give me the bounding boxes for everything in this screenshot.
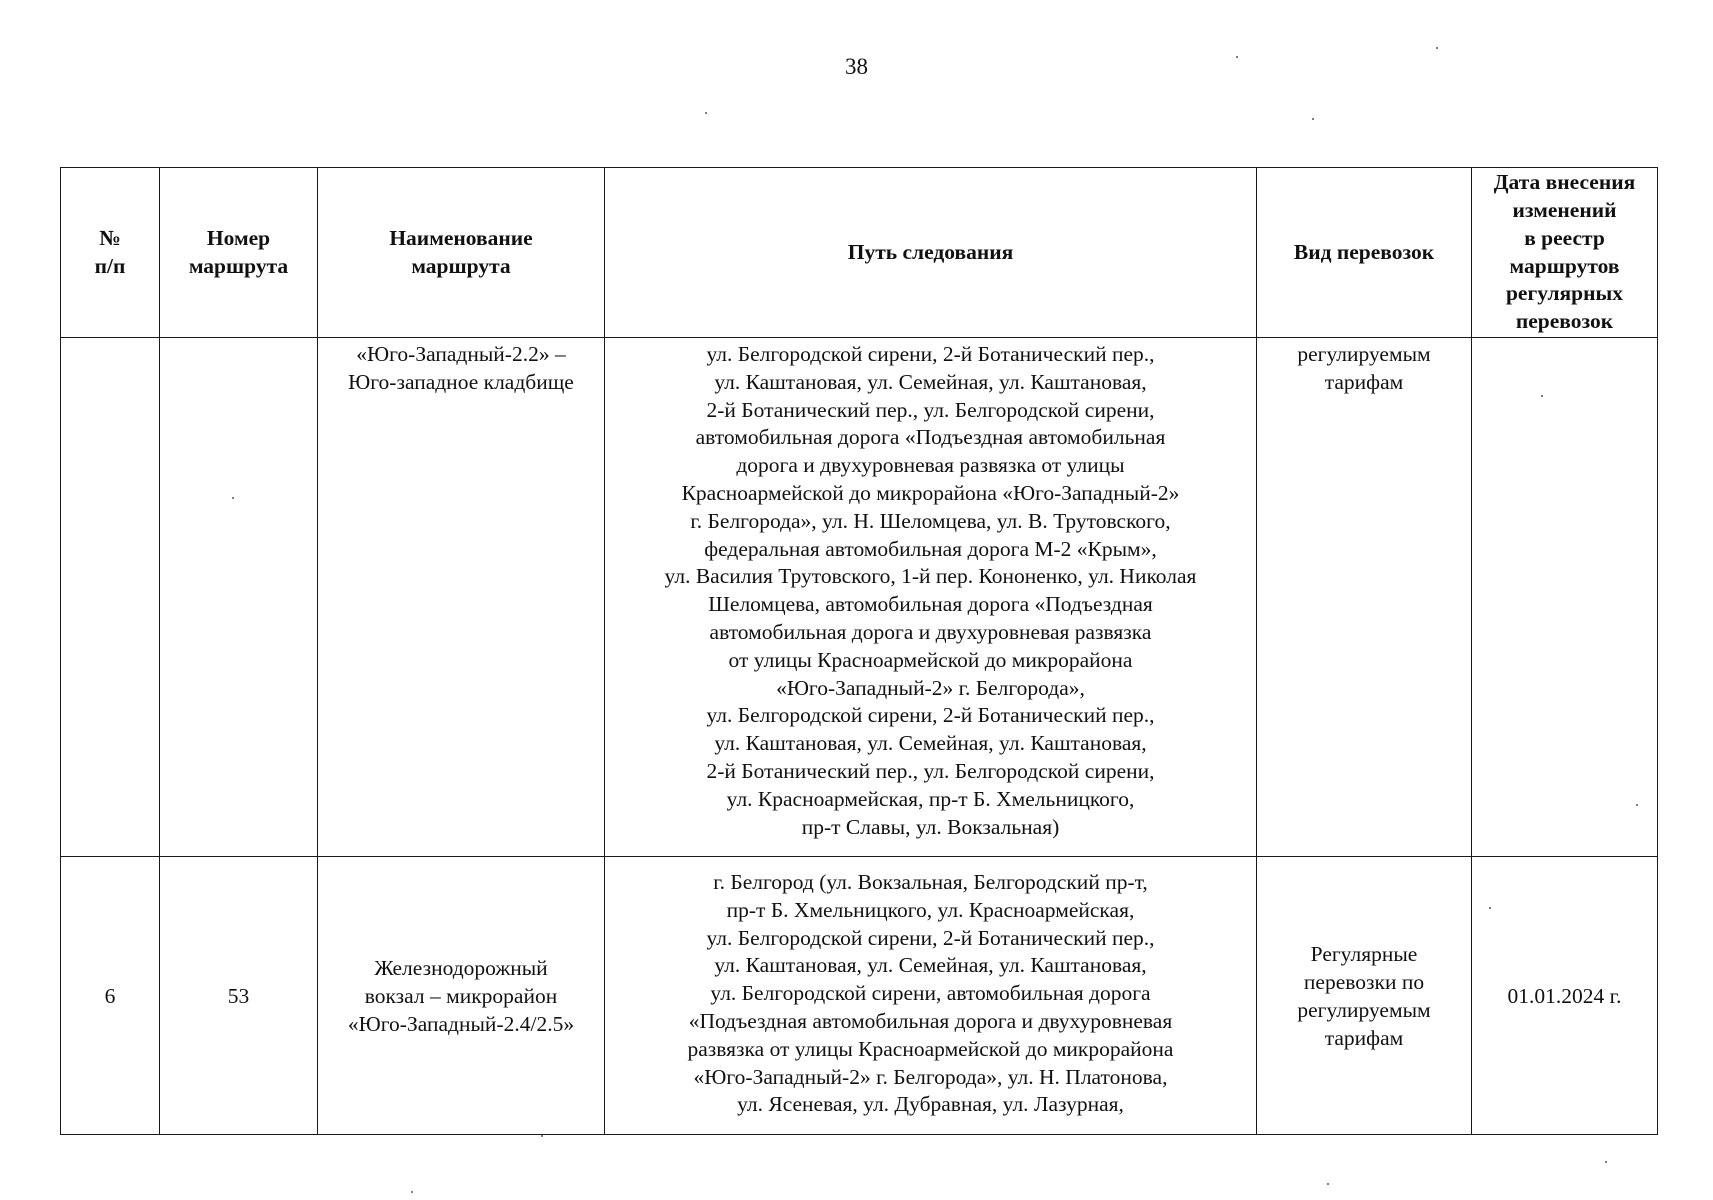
scan-speck [1312,118,1314,120]
cell-line: Юго-западное кладбище [348,369,574,394]
path-line: пр-т Б. Хмельницкого, ул. Красноармейская, [726,897,1135,922]
header-transport-type [1257,168,1472,338]
path-line: ул. Белгородской сирени, 2-й Ботанический пер., [706,703,1155,728]
scan-speck [1327,1183,1329,1185]
cell-route-name [318,338,605,857]
header-line: Вид перевозок [1293,239,1435,264]
header-line: п/п [94,253,126,278]
table-header-row [61,168,1658,338]
path-line: федеральная автомобильная дорога М-2 «Крым», [704,536,1157,561]
path-line: Шеломцева, автомобильная дорога «Подъездная [708,592,1153,617]
scan-speck [232,497,234,499]
header-line: Номер [206,225,271,250]
path-line: ул. Каштановая, ул. Семейная, ул. Каштановая, [714,953,1147,978]
scan-speck [1541,395,1543,397]
path-line: развязка от улицы Красноармейской до микрорайона [687,1036,1174,1061]
page-number: 38 [845,54,868,79]
header-num [61,168,160,338]
path-line: ул. Белгородской сирени, 2-й Ботанический пер., [706,342,1155,366]
table-row [61,338,1658,857]
path-line: автомобильная дорога и двухуровневая развязка [709,619,1152,644]
path-line: 2-й Ботанический пер., ул. Белгородской сирени, [706,397,1155,422]
cell-line: тарифам [1324,369,1404,394]
table-row [61,857,1658,1135]
scan-speck [1605,1161,1607,1163]
scan-speck [1236,56,1238,58]
cell-line: Регулярные [1310,942,1418,967]
path-line: пр-т Славы, ул. Вокзальная) [801,814,1060,839]
cell-line: Железнодорожный [374,956,548,981]
header-line: регулярных [1505,281,1624,306]
header-line: перевозок [1515,309,1614,334]
cell-transport-type [1257,338,1472,857]
path-line: «Подъездная автомобильная дорога и двухуровневая [688,1008,1173,1033]
path-line: автомобильная дорога «Подъездная автомобильная [695,425,1166,450]
header-line: изменений [1512,197,1617,222]
cell-path [605,338,1257,857]
header-line: маршрута [411,253,511,278]
scan-speck [705,112,707,114]
header-line: Дата внесения [1493,170,1636,195]
header-line: Наименование [389,225,533,250]
path-line: «Юго-Западный-2» г. Белгорода», [776,675,1085,700]
scan-speck [1636,804,1638,806]
cell-num: 6 [61,857,160,1135]
header-path [605,168,1257,338]
cell-date-changed: 01.01.2024 г. [1472,857,1658,1135]
header-line: маршрутов [1509,253,1620,278]
header-line: № [99,225,121,250]
scan-speck [1436,47,1438,49]
cell-route-number: 53 [160,857,318,1135]
path-line: г. Белгорода», ул. Н. Шеломцева, ул. В. Трутовского, [690,508,1171,533]
path-line: ул. Белгородской сирени, 2-й Ботанический пер., [706,925,1155,950]
path-line: от улицы Красноармейской до микрорайона [728,647,1133,672]
scan-speck [541,1135,543,1137]
path-line: ул. Красноармейская, пр-т Б. Хмельницкого, [726,786,1135,811]
path-line: ул. Каштановая, ул. Семейная, ул. Каштановая, [714,369,1147,394]
header-line: маршрута [188,253,289,278]
path-line: ул. Белгородской сирени, автомобильная дорога [710,981,1151,1006]
path-line: ул. Ясеневая, ул. Дубравная, ул. Лазурная, [737,1092,1124,1117]
path-line: ул. Василия Трутовского, 1-й пер. Кононенко, ул. Николая [664,564,1197,589]
routes-table [60,167,1658,1135]
path-line: ул. Каштановая, ул. Семейная, ул. Каштановая, [714,731,1147,756]
cell-num [61,338,160,857]
cell-route-name [318,857,605,1135]
cell-line: перевозки по [1303,970,1425,995]
path-line: 2-й Ботанический пер., ул. Белгородской сирени, [706,758,1155,783]
cell-line: регулируемым [1297,998,1431,1022]
cell-line: регулируемым [1297,342,1431,366]
cell-date-changed [1472,338,1658,857]
path-line: «Юго-Западный-2» г. Белгорода», ул. Н. Платонова, [693,1064,1168,1089]
header-route-number [160,168,318,338]
path-line: г. Белгород (ул. Вокзальная, Белгородский пр-т, [713,870,1148,894]
cell-path [605,857,1257,1135]
cell-line: «Юго-Западный-2.2» – [356,342,566,366]
cell-route-number [160,338,318,857]
scan-speck [1489,907,1491,909]
cell-line: вокзал – микрорайон [364,984,558,1009]
header-route-name [318,168,605,338]
header-line: Путь следования [847,239,1014,264]
cell-transport-type [1257,857,1472,1135]
header-date-changed [1472,168,1658,338]
scan-speck [411,1191,413,1193]
cell-line: «Юго-Западный-2.4/2.5» [347,1011,575,1036]
cell-line: тарифам [1324,1025,1404,1050]
header-line: в реестр [1524,225,1605,250]
path-line: дорога и двухуровневая развязка от улицы [736,453,1125,478]
path-line: Красноармейской до микрорайона «Юго-Западный-2» [681,480,1180,505]
